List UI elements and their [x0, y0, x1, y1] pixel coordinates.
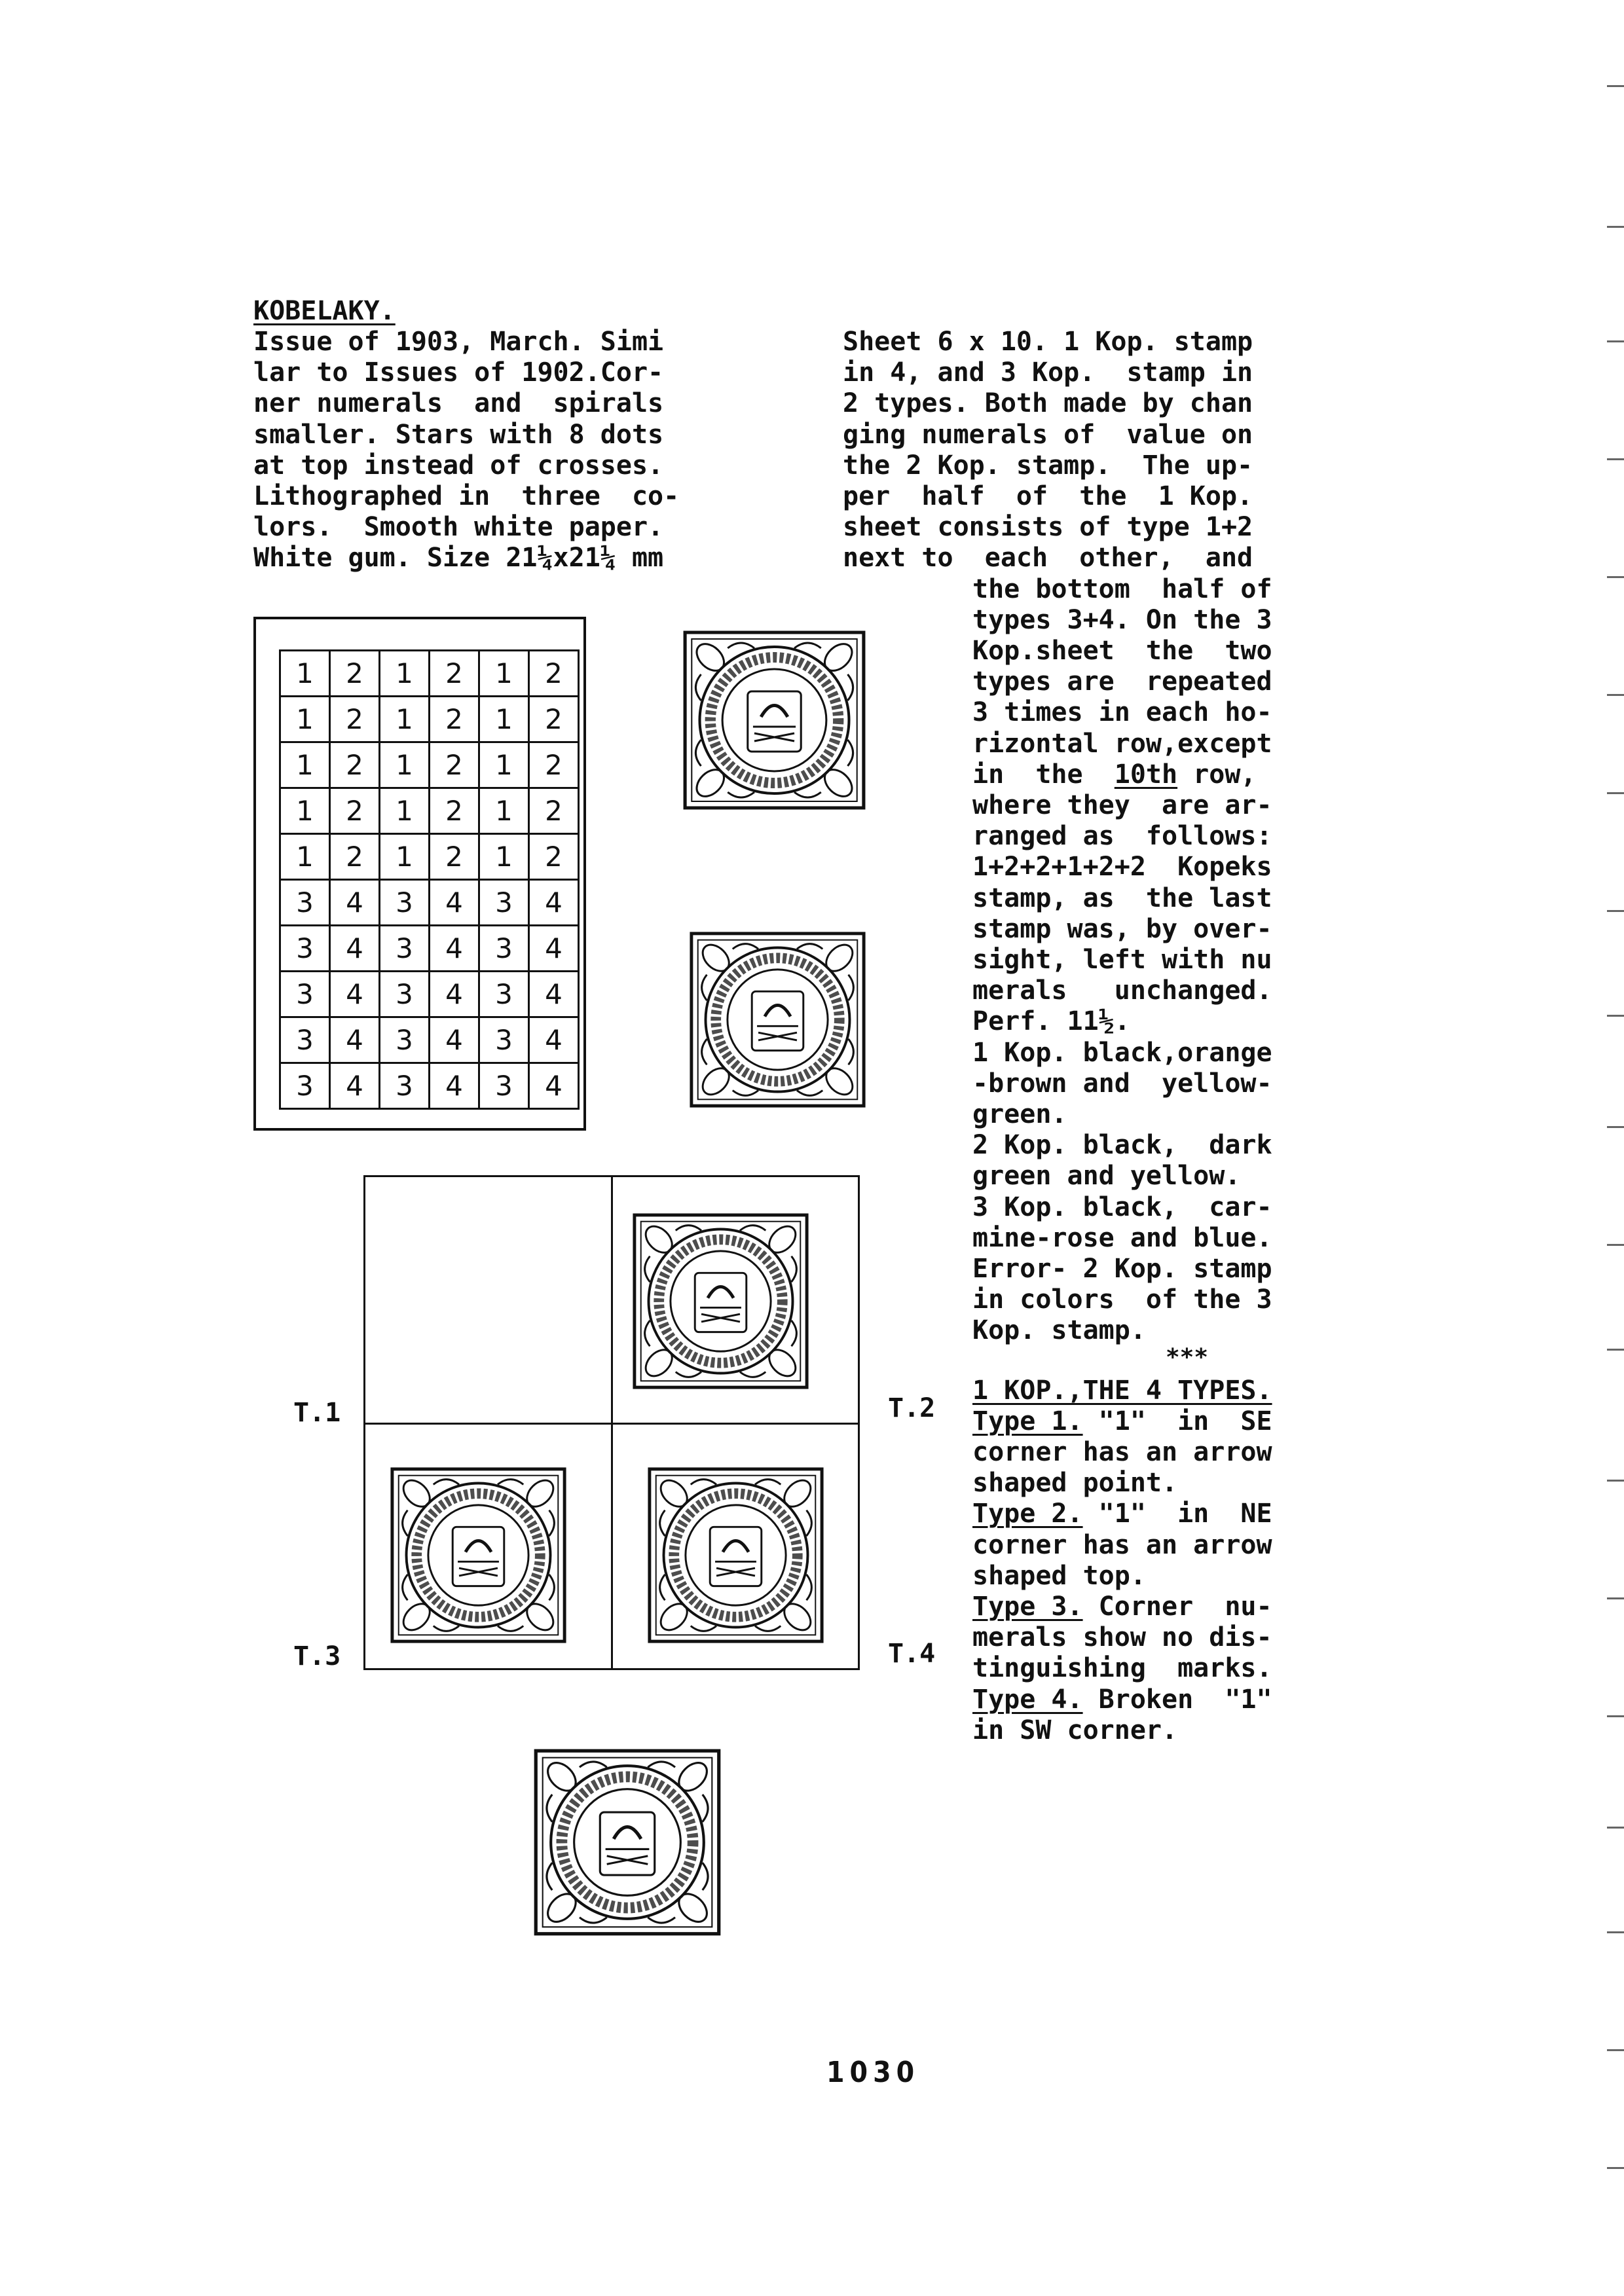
edge-mark: [1607, 226, 1624, 228]
type-description-line: tinguishing marks.: [972, 1653, 1272, 1684]
sheet-cell: 3: [280, 926, 330, 972]
description-line: in colors of the 3: [972, 1285, 1272, 1315]
sheet-cell: 4: [430, 1063, 479, 1109]
stamp-image-top: [681, 629, 868, 812]
sheet-cell: 3: [479, 1063, 529, 1109]
sheet-cell: 1: [380, 697, 430, 742]
type-1-line: [972, 1406, 1272, 1437]
description-line: Error- 2 Kop. stamp: [972, 1254, 1272, 1284]
label-type-3: T.3: [293, 1641, 341, 1671]
edge-mark: [1607, 1827, 1624, 1829]
type-3-line: [972, 1592, 1272, 1622]
issue-text-line: at top instead of crosses.: [253, 450, 664, 481]
sheet-cell: 3: [280, 1063, 330, 1109]
type-description-line: corner has an arrow: [972, 1437, 1272, 1467]
stamp-illustration: [688, 930, 868, 1110]
issue-text-line: Lithographed in three co-: [253, 481, 680, 511]
sheet-cell: 1: [280, 697, 330, 742]
block-divider-horizontal: [365, 1423, 858, 1425]
types-heading: 1 KOP.,THE 4 TYPES.: [972, 1375, 1272, 1406]
sheet-cell: 2: [529, 788, 579, 834]
sheet-cell: 4: [529, 1017, 579, 1063]
description-line: 1 Kop. black,orange: [972, 1037, 1272, 1068]
label-type-2: T.2: [888, 1393, 936, 1423]
edge-mark: [1607, 1931, 1624, 1933]
sheet-row: [280, 1017, 579, 1063]
description-line-part: in the: [972, 759, 1115, 790]
sheet-row: [280, 742, 579, 788]
sheet-row: [280, 651, 579, 697]
sheet-cell: 2: [330, 742, 380, 788]
label-type-4: T.4: [888, 1639, 936, 1669]
sheet-cell: 3: [380, 926, 430, 972]
description-line: Kop. stamp.: [972, 1315, 1146, 1346]
sheet-cell: 4: [330, 972, 380, 1017]
type-description-line: corner has an arrow: [972, 1529, 1272, 1560]
description-line: rizontal row,except: [972, 728, 1272, 759]
description-line: 2 Kop. black, dark: [972, 1130, 1272, 1161]
sheet-cell: 2: [529, 697, 579, 742]
issue-text-line: ner numerals and spirals: [253, 388, 664, 419]
sheet-row: [280, 1063, 579, 1109]
description-line: next to each other, and: [843, 543, 1253, 574]
edge-mark: [1607, 85, 1624, 87]
edge-mark: [1607, 1715, 1624, 1717]
description-line: green and yellow.: [972, 1161, 1241, 1192]
sheet-cell: 4: [529, 926, 579, 972]
sheet-layout-diagram: [253, 617, 586, 1131]
sheet-row: [280, 834, 579, 880]
description-line: -brown and yellow-: [972, 1068, 1272, 1099]
tenth-row-underlined: 10th: [1114, 759, 1178, 790]
sheet-cell: 1: [280, 788, 330, 834]
sheet-cell: 1: [479, 788, 529, 834]
description-line: the 2 Kop. stamp. The up-: [843, 450, 1253, 481]
sheet-cell: 3: [380, 880, 430, 926]
edge-mark: [1607, 1015, 1624, 1017]
sheet-cell: 3: [280, 880, 330, 926]
sheet-cell: 1: [479, 651, 529, 697]
sheet-cell: 4: [330, 1017, 380, 1063]
sheet-cell: 4: [529, 1063, 579, 1109]
description-line: ranged as follows:: [972, 821, 1272, 852]
sheet-cell: 3: [479, 926, 529, 972]
stamp-types-block: [363, 1175, 860, 1670]
sheet-cell: 4: [330, 880, 380, 926]
sheet-cell: 2: [430, 651, 479, 697]
stamp-illustration: [388, 1465, 568, 1645]
sheet-cell: 4: [529, 880, 579, 926]
type-label: Type 4.: [972, 1684, 1083, 1715]
sheet-row: [280, 926, 579, 972]
type-description: "1" in NE: [1082, 1499, 1272, 1529]
type-description: "1" in SE: [1082, 1406, 1272, 1436]
sheet-cell: 4: [430, 880, 479, 926]
description-line: sight, left with nu: [972, 945, 1272, 975]
description-line: stamp, as the last: [972, 883, 1272, 913]
sheet-row: [280, 697, 579, 742]
description-line: sheet consists of type 1+2: [843, 512, 1253, 543]
sheet-cell: 1: [380, 834, 430, 880]
stamp-image-type-4: [646, 1465, 826, 1645]
stamp-image-type-2: [631, 1211, 811, 1391]
type-description: Broken "1": [1082, 1684, 1272, 1715]
type-label: Type 1.: [972, 1406, 1083, 1436]
sheet-cell: 2: [430, 788, 479, 834]
sheet-cell: 2: [330, 788, 380, 834]
issue-text-line: lors. Smooth white paper.: [253, 512, 664, 543]
sheet-cell: 1: [479, 742, 529, 788]
sheet-layout-table: [279, 649, 580, 1110]
type-description-line: in SW corner.: [972, 1715, 1178, 1745]
sheet-cell: 2: [330, 651, 380, 697]
edge-mark: [1607, 792, 1624, 794]
issue-text-line: White gum. Size 21¼x21¼ mm: [253, 543, 664, 574]
stamp-illustration: [681, 629, 868, 812]
sheet-cell: 4: [430, 972, 479, 1017]
description-line: 2 types. Both made by chan: [843, 388, 1253, 419]
description-line-part: row,: [1177, 759, 1257, 790]
type-4-line: [972, 1685, 1272, 1715]
edge-mark: [1607, 910, 1624, 912]
stamp-image-type-3: [388, 1465, 568, 1645]
sheet-cell: 4: [330, 926, 380, 972]
type-2-line: [972, 1499, 1272, 1529]
sheet-cell: 3: [380, 1017, 430, 1063]
separator-asterisks: ***: [1166, 1343, 1209, 1371]
description-line: types are repeated: [972, 666, 1272, 697]
sheet-cell: 3: [280, 1017, 330, 1063]
issue-text-line: lar to Issues of 1902.Cor-: [253, 357, 664, 388]
sheet-row: [280, 788, 579, 834]
description-line: Sheet 6 x 10. 1 Kop. stamp: [843, 327, 1253, 357]
sheet-cell: 2: [330, 697, 380, 742]
description-line: Kop.sheet the two: [972, 636, 1272, 666]
type-label: Type 2.: [972, 1499, 1083, 1529]
sheet-cell: 4: [430, 1017, 479, 1063]
edge-mark: [1607, 2167, 1624, 2169]
description-line: merals unchanged.: [972, 975, 1272, 1006]
issue-text-line: Issue of 1903, March. Simi: [253, 327, 664, 357]
edge-mark: [1607, 1244, 1624, 1246]
type-description-line: shaped point.: [972, 1468, 1178, 1499]
edge-mark: [1607, 1349, 1624, 1351]
stamp-image-second: [688, 930, 868, 1110]
sheet-cell: 2: [430, 834, 479, 880]
sheet-cell: 3: [479, 880, 529, 926]
edge-mark: [1607, 2049, 1624, 2051]
sheet-cell: 3: [280, 972, 330, 1017]
sheet-row: [280, 972, 579, 1017]
sheet-row: [280, 880, 579, 926]
edge-mark: [1607, 576, 1624, 578]
description-line: types 3+4. On the 3: [972, 604, 1272, 635]
label-type-1: T.1: [293, 1398, 341, 1428]
sheet-cell: 1: [479, 697, 529, 742]
type-description-line: shaped top.: [972, 1560, 1146, 1591]
description-line: 3 times in each ho-: [972, 697, 1272, 728]
description-line: Perf. 11½.: [972, 1006, 1130, 1037]
edge-mark: [1607, 694, 1624, 696]
edge-mark: [1607, 340, 1624, 342]
description-line: where they are ar-: [972, 790, 1272, 820]
stamp-image-bottom: [532, 1747, 723, 1938]
sheet-cell: 3: [380, 972, 430, 1017]
page-number: 1030: [826, 2056, 920, 2089]
sheet-cell: 4: [330, 1063, 380, 1109]
sheet-cell: 1: [280, 742, 330, 788]
sheet-cell: 2: [330, 834, 380, 880]
sheet-cell: 2: [529, 834, 579, 880]
sheet-cell: 2: [529, 651, 579, 697]
type-label: Type 3.: [972, 1592, 1083, 1622]
description-line: [972, 759, 1257, 790]
edge-mark: [1607, 458, 1624, 460]
stamp-illustration: [631, 1211, 811, 1391]
edge-mark: [1607, 1480, 1624, 1482]
section-heading: KOBELAKY.: [253, 296, 396, 326]
description-line: in 4, and 3 Kop. stamp in: [843, 357, 1253, 388]
sheet-cell: 4: [529, 972, 579, 1017]
edge-mark: [1607, 1126, 1624, 1128]
description-line: green.: [972, 1099, 1067, 1129]
sheet-cell: 4: [430, 926, 479, 972]
sheet-cell: 1: [479, 834, 529, 880]
sheet-cell: 3: [380, 1063, 430, 1109]
description-line: ging numerals of value on: [843, 419, 1253, 450]
description-line: 1+2+2+1+2+2 Kopeks: [972, 852, 1272, 883]
description-line: stamp was, by over-: [972, 913, 1272, 944]
sheet-cell: 2: [430, 742, 479, 788]
sheet-cell: 1: [280, 651, 330, 697]
description-line: mine-rose and blue.: [972, 1222, 1272, 1253]
type-description: Corner nu-: [1082, 1592, 1272, 1622]
sheet-cell: 1: [380, 788, 430, 834]
issue-text-line: smaller. Stars with 8 dots: [253, 419, 664, 450]
description-line: per half of the 1 Kop.: [843, 481, 1253, 511]
stamp-illustration: [532, 1747, 723, 1938]
stamp-illustration: [646, 1465, 826, 1645]
description-line: 3 Kop. black, car-: [972, 1192, 1272, 1222]
sheet-cell: 2: [430, 697, 479, 742]
type-description-line: merals show no dis-: [972, 1622, 1272, 1653]
description-line: the bottom half of: [972, 574, 1272, 604]
sheet-cell: 2: [529, 742, 579, 788]
sheet-cell: 1: [380, 742, 430, 788]
sheet-cell: 3: [479, 972, 529, 1017]
sheet-cell: 3: [479, 1017, 529, 1063]
sheet-cell: 1: [380, 651, 430, 697]
sheet-cell: 1: [280, 834, 330, 880]
edge-mark: [1607, 1597, 1624, 1599]
